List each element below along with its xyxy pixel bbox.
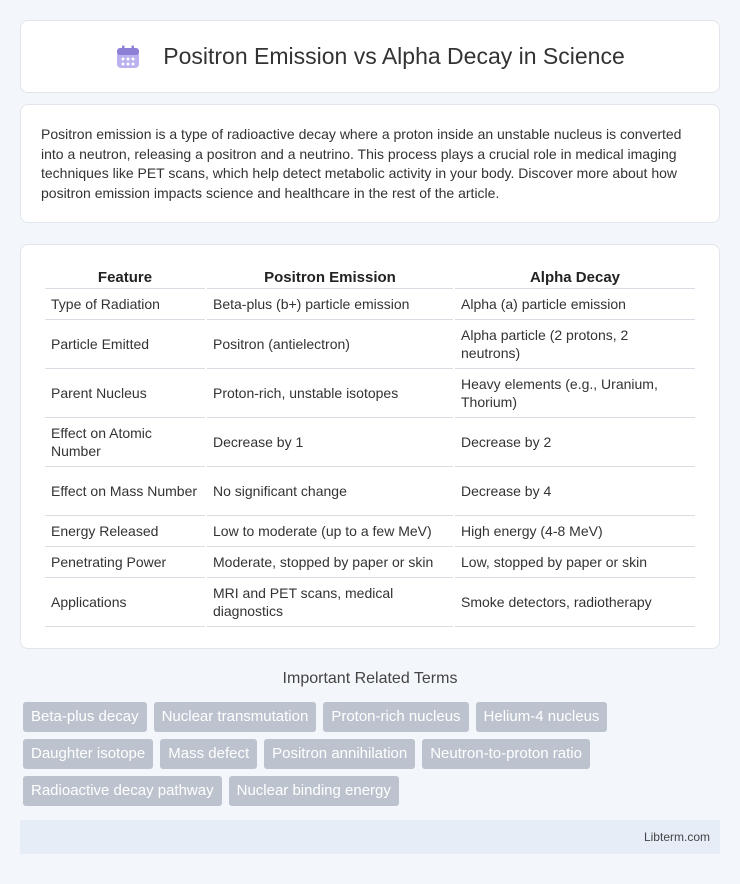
related-term-tag[interactable]: Proton-rich nucleus xyxy=(323,702,468,732)
table-cell: Effect on Mass Number xyxy=(45,467,205,516)
table-row xyxy=(45,547,695,578)
table-row xyxy=(45,320,695,369)
table-cell: No significant change xyxy=(207,467,453,516)
table-cell: Alpha (a) particle emission xyxy=(455,289,695,320)
calendar-icon xyxy=(115,44,141,70)
table-cell: Alpha particle (2 protons, 2 neutrons) xyxy=(455,320,695,369)
table-cell: Positron (antielectron) xyxy=(207,320,453,369)
table-header-row xyxy=(45,265,695,289)
table-cell: Low, stopped by paper or skin xyxy=(455,547,695,578)
table-row xyxy=(45,369,695,418)
header-card xyxy=(20,20,720,93)
related-term-tag[interactable]: Nuclear binding energy xyxy=(229,776,399,806)
table-cell: Parent Nucleus xyxy=(45,369,205,418)
table-cell: Moderate, stopped by paper or skin xyxy=(207,547,453,578)
footer xyxy=(20,820,720,854)
table-cell: Proton-rich, unstable isotopes xyxy=(207,369,453,418)
related-term-tag[interactable]: Radioactive decay pathway xyxy=(23,776,222,806)
column-header-positron: Positron Emission xyxy=(207,265,453,289)
related-term-tag[interactable]: Positron annihilation xyxy=(264,739,415,769)
table-cell: MRI and PET scans, medical diagnostics xyxy=(207,578,453,627)
table-row xyxy=(45,418,695,467)
table-cell: High energy (4-8 MeV) xyxy=(455,516,695,547)
table-cell: Effect on Atomic Number xyxy=(45,418,205,467)
table-cell: Applications xyxy=(45,578,205,627)
related-term-tag[interactable]: Nuclear transmutation xyxy=(154,702,317,732)
table-row xyxy=(45,516,695,547)
related-terms-list xyxy=(23,702,723,813)
related-term-tag[interactable]: Beta-plus decay xyxy=(23,702,147,732)
table-cell: Decrease by 2 xyxy=(455,418,695,467)
related-term-tag[interactable]: Helium-4 nucleus xyxy=(476,702,608,732)
table-row xyxy=(45,467,695,516)
intro-text: Positron emission is a type of radioactive decay where a proton inside an unstable nucleus is converted into a neutron, releasing a positron and a neutrino. This process plays a crucial role in medical imaging techniques like PET scans, which help detect metabolic activity in your body. Discover more about how positron emission impacts science and healthcare in the rest of the article. xyxy=(41,126,682,201)
related-term-tag[interactable]: Mass defect xyxy=(160,739,257,769)
intro-card xyxy=(20,104,720,223)
table-cell: Heavy elements (e.g., Uranium, Thorium) xyxy=(455,369,695,418)
table-cell: Smoke detectors, radiotherapy xyxy=(455,578,695,627)
comparison-table-card xyxy=(20,244,720,649)
page-title: Positron Emission vs Alpha Decay in Science xyxy=(163,43,625,69)
related-term-tag[interactable]: Neutron-to-proton ratio xyxy=(422,739,590,769)
table-cell: Low to moderate (up to a few MeV) xyxy=(207,516,453,547)
table-cell: Particle Emitted xyxy=(45,320,205,369)
comparison-table xyxy=(43,265,697,627)
related-terms-title: Important Related Terms xyxy=(282,670,458,687)
footer-brand-link[interactable]: Libterm.com xyxy=(643,830,710,844)
column-header-alpha: Alpha Decay xyxy=(455,265,695,289)
table-cell: Penetrating Power xyxy=(45,547,205,578)
table-cell: Type of Radiation xyxy=(45,289,205,320)
table-cell: Decrease by 1 xyxy=(207,418,453,467)
table-row xyxy=(45,578,695,627)
table-row xyxy=(45,289,695,320)
table-cell: Energy Released xyxy=(45,516,205,547)
table-cell: Beta-plus (b+) particle emission xyxy=(207,289,453,320)
table-cell: Decrease by 4 xyxy=(455,467,695,516)
column-header-feature: Feature xyxy=(45,265,205,289)
related-term-tag[interactable]: Daughter isotope xyxy=(23,739,153,769)
